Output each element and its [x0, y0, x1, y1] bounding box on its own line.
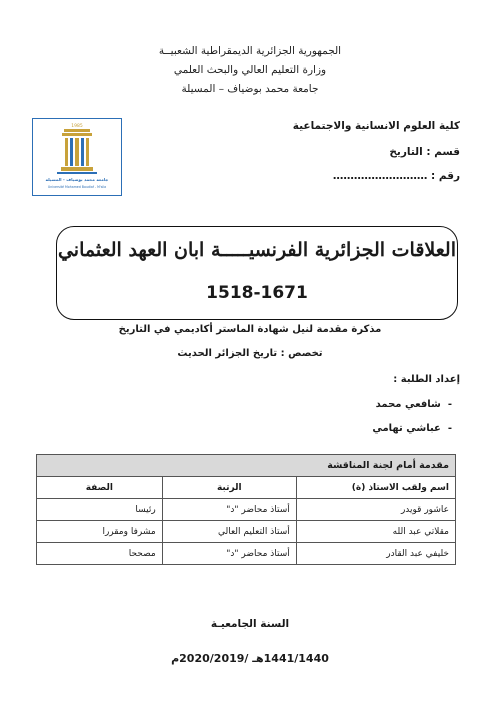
specialization: تخصص : تاريخ الجزائر الحديث — [177, 348, 323, 359]
academic-year-value: 1441/1440هـ /2020/2019م — [171, 652, 329, 665]
committee-caption-row — [37, 455, 456, 477]
academic-year-label: السنة الجامعيـة — [210, 618, 290, 630]
university-line: جامعة محمد بوضياف – المسيلة — [181, 83, 319, 95]
member-name: عاشور قويدر — [296, 499, 455, 521]
header-name: اسم ولقب الاستاذ (ة) — [296, 477, 455, 499]
member-name: خليفي عبد القادر — [296, 543, 455, 565]
committee-table — [36, 454, 456, 565]
department: قسم : التاريخ — [389, 146, 460, 158]
logo-name-ar: جامعة محمد بوضياف - المسيلة — [45, 177, 109, 182]
member-role: رئيسا — [37, 499, 163, 521]
logo-name-en: Université Mohamed Boudiaf - M'sila — [47, 185, 107, 189]
member-name: مقلاتي عبد الله — [296, 521, 455, 543]
student-name: شافعي محمد — [375, 399, 441, 410]
memo-description: مذكرة مقدمة لنيل شهادة الماستر أكاديمي في التاريخ — [118, 324, 382, 335]
logo-year: 1985 — [71, 124, 83, 129]
university-logo — [32, 118, 122, 196]
table-row — [37, 521, 456, 543]
student-name: عباشي تهامي — [372, 423, 441, 434]
republic-line: الجمهورية الجزائرية الديمقراطية الشعبيــة — [158, 45, 342, 57]
ministry-line: وزارة التعليم العالي والبحث العلمي — [173, 64, 327, 76]
university-building-logo-icon — [33, 119, 121, 195]
table-row — [37, 499, 456, 521]
title-box — [56, 226, 458, 320]
member-rank: أستاذ محاضر "د" — [162, 499, 296, 521]
student-item: - عباشي تهامي — [372, 423, 452, 434]
member-role: مصححا — [37, 543, 163, 565]
thesis-title: العلاقات الجزائرية الفرنسيـــــة ابان العهد العثماني — [57, 239, 457, 261]
header-lines — [0, 42, 500, 99]
student-item: - شافعي محمد — [375, 399, 452, 410]
committee-header-row — [37, 477, 456, 499]
faculty-name: كلية العلوم الانسانية والاجتماعية — [292, 120, 460, 132]
students-label: إعداد الطلبة : — [393, 374, 460, 385]
table-row — [37, 543, 456, 565]
member-rank: أستاذ محاضر "د" — [162, 543, 296, 565]
member-rank: أستاذ التعليم العالي — [162, 521, 296, 543]
header-rank: الرتبة — [162, 477, 296, 499]
committee-caption: مقدمة أمام لجنة المناقشة — [37, 455, 456, 477]
reference-number: رقم : ……………………… — [332, 170, 460, 182]
header-role: الصفة — [37, 477, 163, 499]
member-role: مشرفا ومقررا — [37, 521, 163, 543]
thesis-years: 1518-1671 — [206, 283, 308, 303]
